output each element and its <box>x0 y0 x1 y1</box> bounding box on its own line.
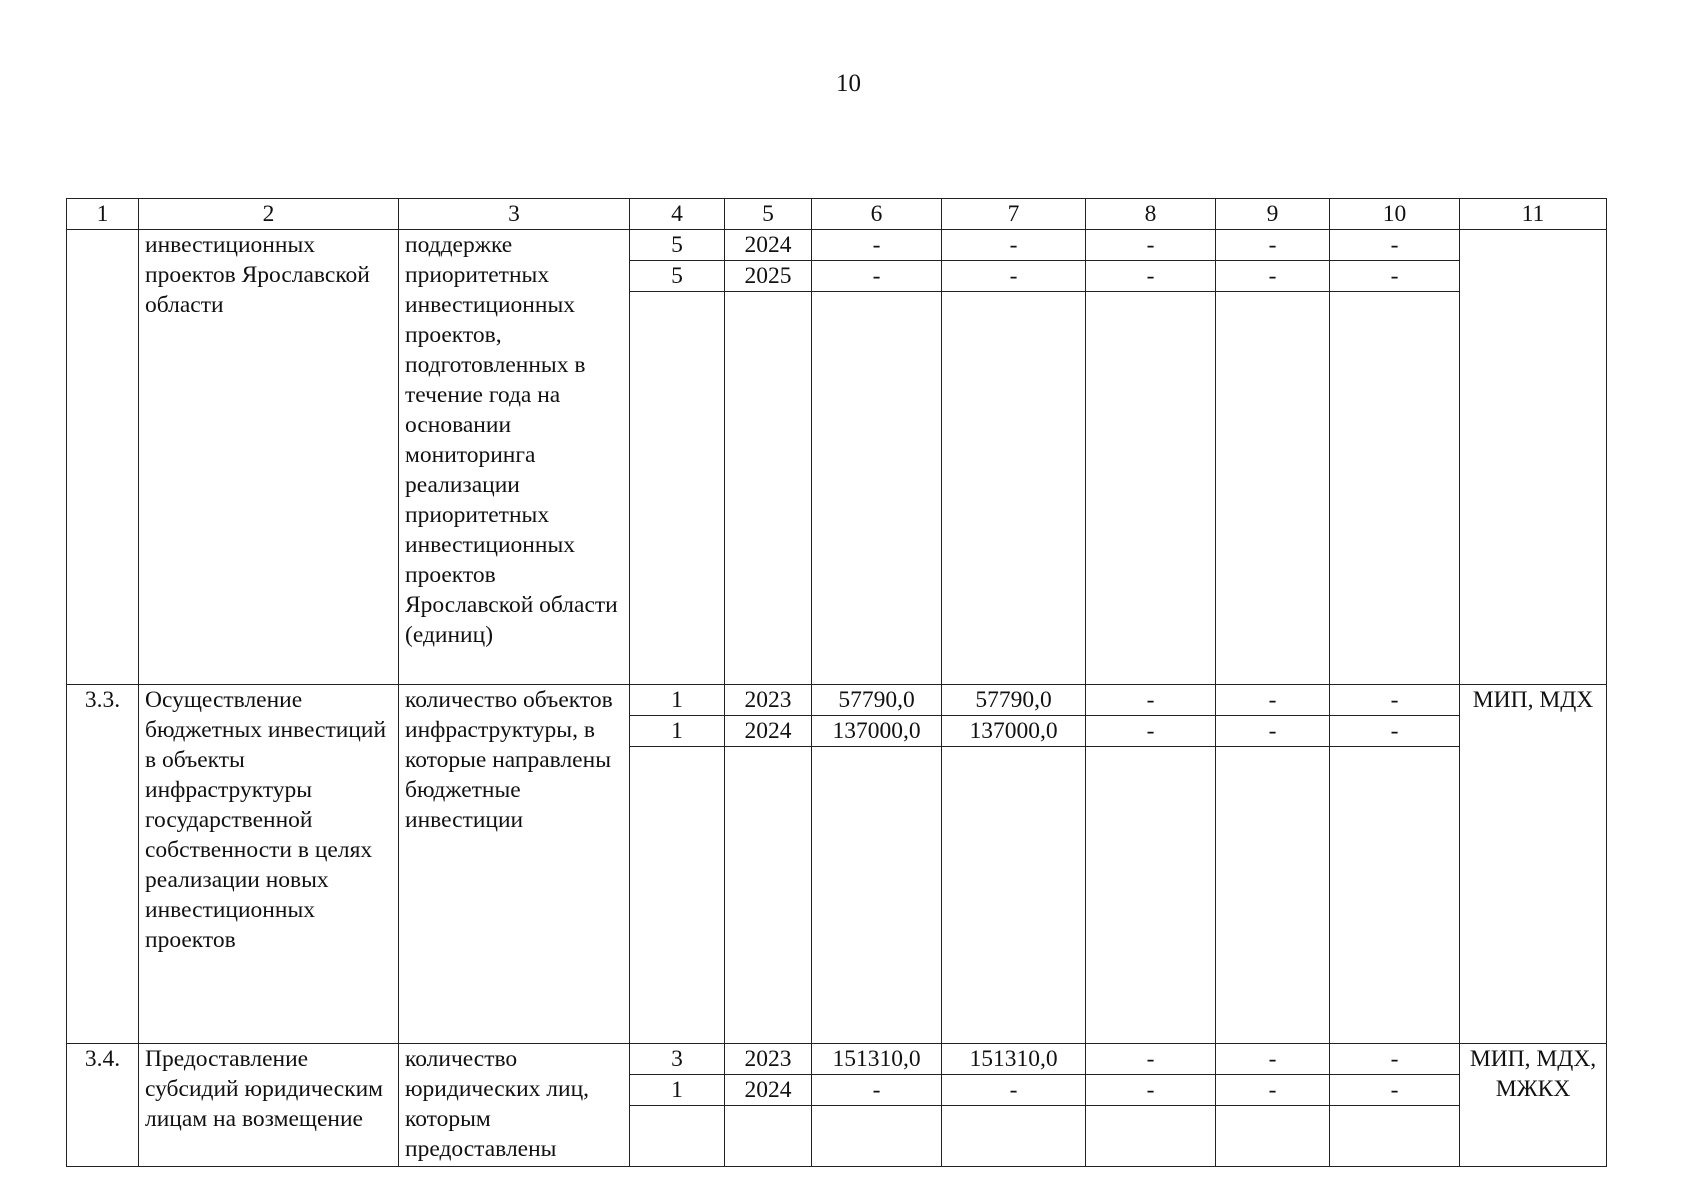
empty-cell <box>1086 747 1216 1044</box>
year: 2024 <box>725 716 812 747</box>
amount-col9: - <box>1216 1044 1330 1075</box>
empty-cell <box>1330 747 1460 1044</box>
year: 2023 <box>725 1044 812 1075</box>
amount-col9: - <box>1216 230 1330 261</box>
amount-total: - <box>812 1075 942 1106</box>
empty-cell <box>812 1106 942 1167</box>
amount-col7: - <box>942 230 1086 261</box>
empty-cell <box>1330 1106 1460 1167</box>
amount-col7: 57790,0 <box>942 685 1086 716</box>
executor: МИП, МДХ, МЖКХ <box>1460 1044 1607 1167</box>
empty-cell <box>1086 292 1216 685</box>
empty-cell <box>1216 747 1330 1044</box>
indicator-name: поддержке приоритетных инвестиционных проектов, подготовленных в течение года на основании мониторинга реализации приоритетных инвестиционных проектов Ярославской области (единиц) <box>399 230 630 685</box>
indicator-name: количество объектов инфраструктуры, в которые направлены бюджетные инвестиции <box>399 685 630 1044</box>
empty-cell <box>942 292 1086 685</box>
indicator-value: 3 <box>630 1044 725 1075</box>
table-row <box>67 1044 1607 1075</box>
program-table <box>66 198 1607 1167</box>
executor <box>1460 230 1607 685</box>
column-header: 10 <box>1330 199 1460 230</box>
column-header: 11 <box>1460 199 1607 230</box>
column-header: 3 <box>399 199 630 230</box>
empty-cell <box>1216 292 1330 685</box>
indicator-name: количество юридических лиц, которым предоставлены <box>399 1044 630 1167</box>
measure-name: Осуществление бюджетных инвестиций в объекты инфраструктуры государственной собственности в целях реализации новых инвестиционных проектов <box>139 685 399 1044</box>
column-header: 1 <box>67 199 139 230</box>
column-header: 6 <box>812 199 942 230</box>
column-header: 4 <box>630 199 725 230</box>
measure-name: инвестиционных проектов Ярославской области <box>139 230 399 685</box>
amount-total: 137000,0 <box>812 716 942 747</box>
indicator-value: 1 <box>630 685 725 716</box>
amount-col7: - <box>942 1075 1086 1106</box>
empty-cell <box>812 747 942 1044</box>
amount-total: - <box>812 261 942 292</box>
executor: МИП, МДХ <box>1460 685 1607 1044</box>
amount-col10: - <box>1330 685 1460 716</box>
indicator-value: 5 <box>630 261 725 292</box>
column-number-row <box>67 199 1607 230</box>
amount-col10: - <box>1330 261 1460 292</box>
amount-col8: - <box>1086 716 1216 747</box>
empty-cell <box>630 292 725 685</box>
page-number: 10 <box>836 70 861 97</box>
amount-col8: - <box>1086 1075 1216 1106</box>
amount-total: - <box>812 230 942 261</box>
table-row <box>67 685 1607 716</box>
amount-col10: - <box>1330 1075 1460 1106</box>
column-header: 2 <box>139 199 399 230</box>
year: 2023 <box>725 685 812 716</box>
column-header: 9 <box>1216 199 1330 230</box>
amount-col9: - <box>1216 716 1330 747</box>
amount-col7: 137000,0 <box>942 716 1086 747</box>
item-number: 3.3. <box>67 685 139 1044</box>
empty-cell <box>942 747 1086 1044</box>
amount-col9: - <box>1216 685 1330 716</box>
empty-cell <box>725 292 812 685</box>
indicator-value: 1 <box>630 716 725 747</box>
amount-col10: - <box>1330 230 1460 261</box>
measure-name: Предоставление субсидий юридическим лицам на возмещение <box>139 1044 399 1167</box>
amount-col8: - <box>1086 685 1216 716</box>
year: 2024 <box>725 1075 812 1106</box>
indicator-value: 5 <box>630 230 725 261</box>
column-header: 7 <box>942 199 1086 230</box>
empty-cell <box>725 747 812 1044</box>
column-header: 5 <box>725 199 812 230</box>
column-header: 8 <box>1086 199 1216 230</box>
empty-cell <box>812 292 942 685</box>
amount-col9: - <box>1216 1075 1330 1106</box>
amount-col9: - <box>1216 261 1330 292</box>
amount-col10: - <box>1330 1044 1460 1075</box>
empty-cell <box>1086 1106 1216 1167</box>
amount-col10: - <box>1330 716 1460 747</box>
empty-cell <box>1330 292 1460 685</box>
year: 2025 <box>725 261 812 292</box>
empty-cell <box>630 747 725 1044</box>
amount-col8: - <box>1086 230 1216 261</box>
amount-col8: - <box>1086 1044 1216 1075</box>
empty-cell <box>1216 1106 1330 1167</box>
table-row <box>67 230 1607 261</box>
amount-total: 57790,0 <box>812 685 942 716</box>
amount-col7: - <box>942 261 1086 292</box>
empty-cell <box>630 1106 725 1167</box>
empty-cell <box>942 1106 1086 1167</box>
indicator-value: 1 <box>630 1075 725 1106</box>
empty-cell <box>725 1106 812 1167</box>
item-number <box>67 230 139 685</box>
amount-col7: 151310,0 <box>942 1044 1086 1075</box>
item-number: 3.4. <box>67 1044 139 1167</box>
amount-total: 151310,0 <box>812 1044 942 1075</box>
year: 2024 <box>725 230 812 261</box>
amount-col8: - <box>1086 261 1216 292</box>
